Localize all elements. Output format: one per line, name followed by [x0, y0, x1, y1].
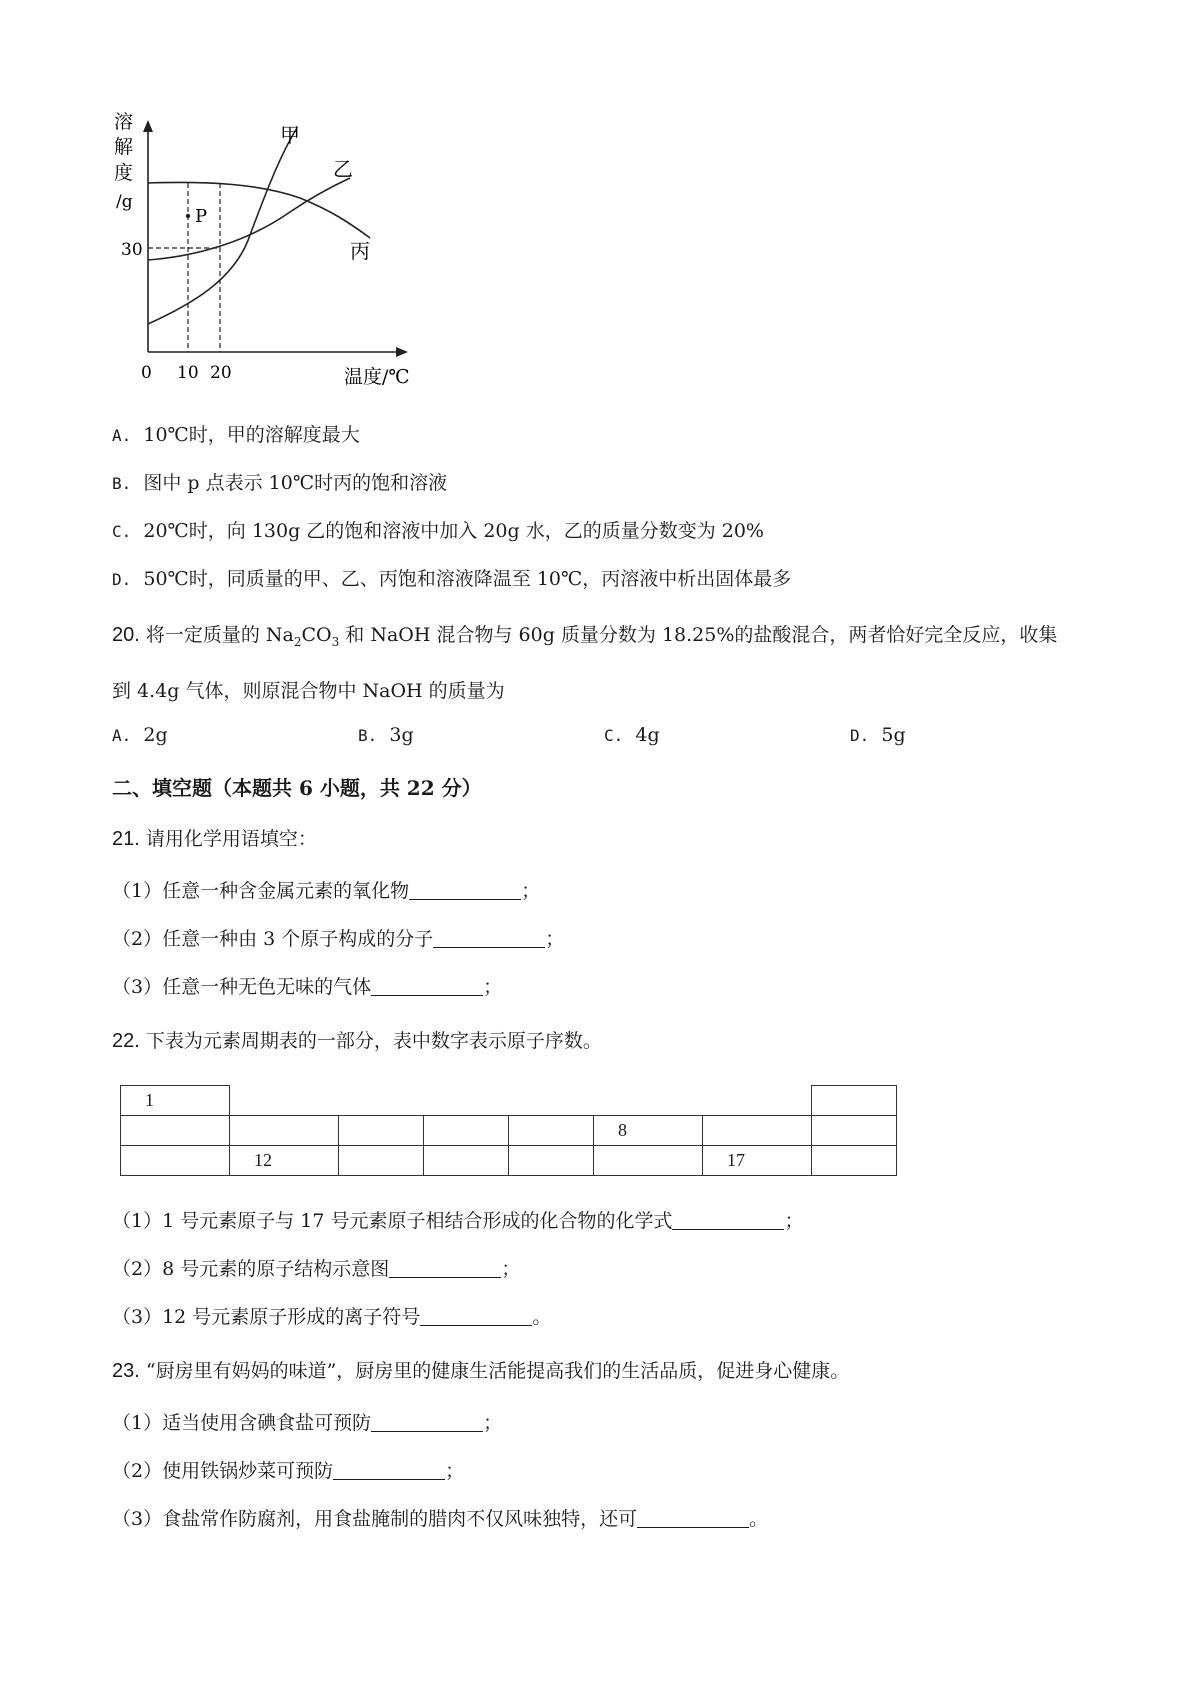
q20-stem-line1 [112, 620, 1057, 649]
point-p-label: P [195, 206, 208, 227]
answer-blank[interactable] [333, 1460, 445, 1480]
answer-blank[interactable] [389, 1258, 501, 1278]
x-tick-10: 10 [177, 363, 199, 383]
item-suffix: ； [545, 928, 565, 950]
q19-option-b [112, 468, 447, 495]
q19-option-d [112, 564, 791, 591]
item-suffix: 。 [749, 1508, 769, 1530]
x-axis-arrow [396, 347, 408, 357]
x-tick-0: 0 [141, 363, 152, 383]
ylabel-char-1: 溶 [114, 111, 134, 133]
q20-option-d [850, 724, 906, 746]
q20-stem-line2: 到 4.4g 气体，则原混合物中 NaOH 的质量为 [112, 680, 505, 702]
q20-text-a: 将一定质量的 Na [145, 624, 294, 646]
answer-blank[interactable] [409, 880, 521, 900]
question-text: 请用化学用语填空： [145, 828, 317, 850]
question-number: 23. [112, 1360, 140, 1382]
curve-label-yi: 乙 [333, 157, 353, 181]
curve-label-bing: 丙 [350, 239, 370, 263]
item-text: （3）任意一种无色无味的气体 [112, 976, 372, 998]
y-axis-arrow [143, 120, 153, 132]
cell-empty [812, 1086, 897, 1116]
item-text: （3）食盐常作防腐剂，用食盐腌制的腊肉不仅风味独特，还可 [112, 1508, 638, 1530]
q20-text-co: CO [301, 624, 332, 646]
x-tick-20: 20 [210, 363, 232, 383]
option-letter: C. [112, 522, 132, 541]
curve-yi [148, 178, 350, 260]
q23-item-1 [112, 1408, 502, 1435]
answer-blank[interactable] [420, 1306, 532, 1326]
answer-blank[interactable] [672, 1210, 784, 1230]
q20-option-a [112, 724, 168, 746]
option-letter: A. [112, 426, 132, 445]
solubility-graph [0, 0, 440, 400]
item-text: （2）任意一种由 3 个原子构成的分子 [112, 928, 434, 950]
subscript: 3 [331, 634, 340, 649]
question-number: 20. [112, 624, 140, 646]
option-text: 50℃时，同质量的甲、乙、丙饱和溶液降温至 10℃，丙溶液中析出固体最多 [143, 568, 792, 590]
option-letter: C. [604, 726, 624, 745]
q22-item-2 [112, 1254, 520, 1281]
curve-jia [148, 128, 297, 324]
q22-stem [112, 1026, 602, 1053]
x-axis-label: 温度/℃ [344, 366, 410, 388]
item-suffix: ； [501, 1258, 521, 1280]
item-text: （1）1 号元素原子与 17 号元素原子相结合形成的化合物的化学式 [112, 1210, 673, 1232]
item-suffix: ； [521, 880, 541, 902]
question-text: 下表为元素周期表的一部分，表中数字表示原子序数。 [145, 1030, 602, 1052]
item-text: （2）8 号元素的原子结构示意图 [112, 1258, 390, 1280]
q23-item-3 [112, 1504, 768, 1531]
ylabel-char-3: 度 [114, 162, 134, 184]
q21-item-3 [112, 972, 502, 999]
item-suffix: ； [483, 976, 503, 998]
option-text: 20℃时，向 130g 乙的饱和溶液中加入 20g 水，乙的质量分数变为 20% [143, 520, 764, 542]
option-text: 2g [143, 724, 168, 746]
question-text: “厨房里有妈妈的味道”，厨房里的健康生活能提高我们的生活品质，促进身心健康。 [145, 1360, 850, 1382]
item-text: （2）使用铁锅炒菜可预防 [112, 1460, 334, 1482]
answer-blank[interactable] [371, 976, 483, 996]
option-text: 5g [881, 724, 906, 746]
curve-label-jia: 甲 [280, 123, 300, 147]
q19-option-c [112, 516, 764, 543]
item-suffix: ； [784, 1210, 804, 1232]
option-text: 3g [389, 724, 414, 746]
option-text: 10℃时，甲的溶解度最大 [143, 424, 360, 446]
option-letter: B. [358, 726, 378, 745]
q21-item-1 [112, 876, 540, 903]
answer-blank[interactable] [433, 928, 545, 948]
option-letter: B. [112, 474, 132, 493]
answer-blank[interactable] [371, 1412, 483, 1432]
q21-stem [112, 824, 317, 851]
question-number: 22. [112, 1030, 140, 1052]
option-text: 图中 p 点表示 10℃时丙的饱和溶液 [143, 472, 448, 494]
section-heading: 二、填空题（本题共 6 小题，共 22 分） [112, 776, 482, 800]
q22-item-3 [112, 1302, 551, 1329]
q22-item-1 [112, 1206, 804, 1233]
q21-item-2 [112, 924, 564, 951]
subscript: 2 [293, 634, 302, 649]
cell-cl: 17 [703, 1146, 812, 1176]
item-suffix: 。 [532, 1306, 552, 1328]
cell-o: 8 [594, 1116, 703, 1146]
item-text: （3）12 号元素原子形成的离子符号 [112, 1306, 421, 1328]
question-number: 21. [112, 828, 140, 850]
q20-option-b [358, 724, 414, 746]
answer-blank[interactable] [637, 1508, 749, 1528]
q20-text-b: 和 NaOH 混合物与 60g 质量分数为 18.25%的盐酸混合，两者恰好完全反应，收集 [339, 624, 1058, 646]
y-tick-30: 30 [121, 240, 143, 260]
item-suffix: ； [445, 1460, 465, 1482]
option-letter: A. [112, 726, 132, 745]
option-letter: D. [112, 570, 132, 589]
point-p [186, 214, 190, 218]
q23-stem [112, 1356, 849, 1383]
cell-mg: 12 [230, 1146, 339, 1176]
item-text: （1）任意一种含金属元素的氧化物 [112, 880, 410, 902]
q19-option-a [112, 420, 360, 447]
item-text: （1）适当使用含碘食盐可预防 [112, 1412, 372, 1434]
ylabel-unit: /g [116, 192, 133, 212]
option-letter: D. [850, 726, 870, 745]
q23-item-2 [112, 1456, 464, 1483]
periodic-table-fragment [120, 1085, 897, 1176]
option-text: 4g [635, 724, 660, 746]
item-suffix: ； [483, 1412, 503, 1434]
cell-h: 1 [121, 1086, 230, 1116]
q20-option-c [604, 724, 660, 746]
ylabel-char-2: 解 [114, 136, 134, 158]
